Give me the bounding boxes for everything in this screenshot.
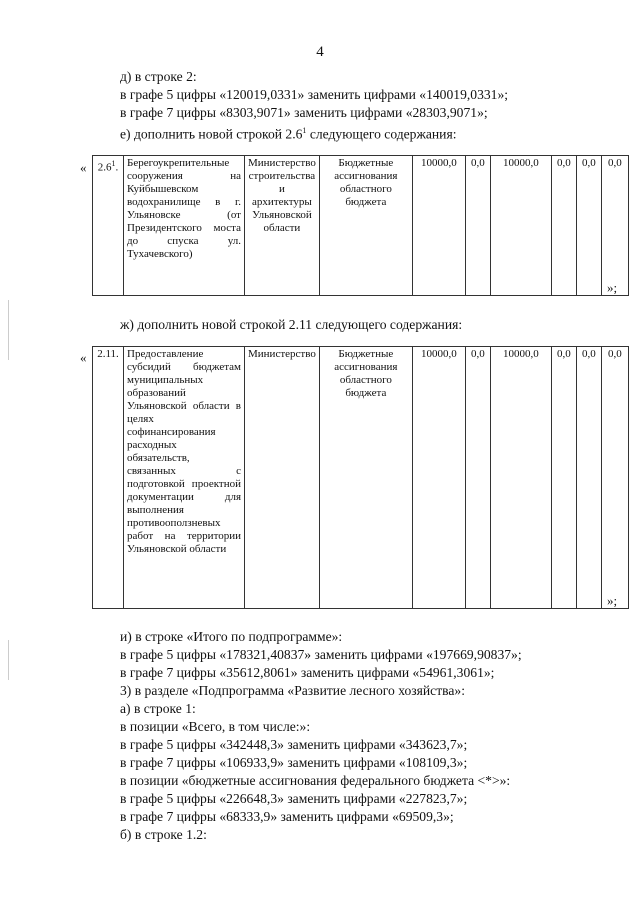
- text-line: 3) в разделе «Подпрограмма «Развитие лесного хозяйства»:: [120, 683, 466, 698]
- margin-mark: [8, 640, 9, 680]
- insert-table-row-2-6: [92, 155, 629, 296]
- value-total: 10000,0: [412, 347, 465, 609]
- value-col: 0,0: [551, 156, 576, 296]
- text-line: д) в строке 2:: [120, 69, 197, 84]
- text-line: и) в строке «Итого по подпрограмме»:: [120, 629, 343, 644]
- text-line: в графе 5 цифры «178321,40837» заменить цифрами «197669,90837»;: [120, 647, 522, 662]
- measure-name: Берегоукрепительные сооружения на Куйбышевском водохранилище в г. Ульяновске (от Президентского моста до спуска ул. Тухачевского): [124, 156, 245, 296]
- value-col: 0,0: [576, 156, 601, 296]
- text-line: а) в строке 1:: [120, 701, 196, 716]
- text-line: в графе 7 цифры «35612,8061» заменить цифрами «54961,3061»;: [120, 665, 495, 680]
- text-line: в графе 7 цифры «106933,9» заменить цифрами «108109,3»;: [120, 755, 468, 770]
- text-line: в позиции «Всего, в том числе:»:: [120, 719, 311, 734]
- value-col: 0,0: [576, 347, 601, 609]
- value-col: 0,0: [551, 347, 576, 609]
- value-col: 10000,0: [490, 156, 551, 296]
- row-number: $2.6^1$.: [93, 156, 124, 296]
- row-number: 2.11.: [93, 347, 124, 609]
- text-line: в графе 5 цифры «226648,3» заменить цифрами «227823,7»;: [120, 791, 468, 806]
- responsible-org: Министерство строительства и архитектуры Ульяновской области: [245, 156, 320, 296]
- text-line: ж) дополнить новой строкой 2.11 следующего содержания:: [120, 317, 463, 332]
- quote-open: «: [80, 350, 87, 365]
- text-line: в графе 7 цифры «8303,9071» заменить цифрами «28303,9071»;: [120, 105, 488, 120]
- insert-table-row-2-11: [92, 346, 629, 609]
- text-line-e: е) дополнить новой строкой $2.6^1$ следующего содержания:: [120, 126, 457, 142]
- text-line: в графе 5 цифры «120019,0331» заменить цифрами «140019,0331»;: [120, 87, 509, 102]
- quote-open: «: [80, 160, 87, 175]
- value-col: 10000,0: [490, 347, 551, 609]
- text-line: в графе 7 цифры «68333,9» заменить цифрами «69509,3»;: [120, 809, 454, 824]
- value-col: 0,0: [465, 347, 490, 609]
- measure-name: Предоставление субсидий бюджетам муниципальных образований Ульяновской области в целях софинансирования расходных обязательств, связанных с подготовкой проектной документации для выполнения противооползневых работ на территории Ульяновской области: [124, 347, 245, 609]
- page-number: 4: [316, 44, 324, 60]
- responsible-org: Министерство: [245, 347, 320, 609]
- quote-close: »;: [607, 593, 618, 608]
- value-col: 0,0: [601, 156, 628, 296]
- text-line: в позиции «бюджетные ассигнования федерального бюджета <*>»:: [120, 773, 511, 788]
- margin-mark: [8, 300, 9, 360]
- value-col: 0,0: [465, 156, 490, 296]
- funding-source: Бюджетные ассигнования областного бюджета: [319, 156, 412, 296]
- value-col: 0,0: [601, 347, 628, 609]
- value-total: 10000,0: [412, 156, 465, 296]
- text-line: в графе 5 цифры «342448,3» заменить цифрами «343623,7»;: [120, 737, 468, 752]
- quote-close: »;: [607, 280, 618, 295]
- funding-source: Бюджетные ассигнования областного бюджета: [319, 347, 412, 609]
- text-line: б) в строке 1.2:: [120, 827, 207, 842]
